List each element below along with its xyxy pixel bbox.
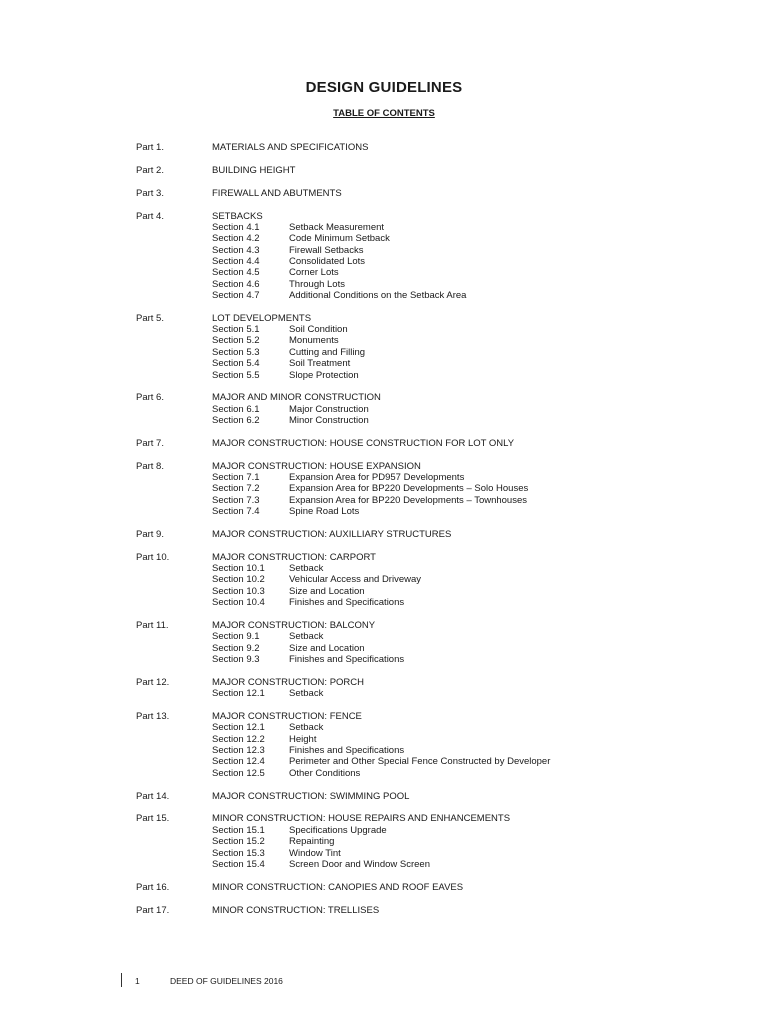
section-title: Expansion Area for PD957 Developments — [289, 472, 465, 484]
section-title: Code Minimum Setback — [289, 233, 390, 245]
toc-section-row — [136, 734, 696, 745]
section-number: Section 10.4 — [212, 597, 265, 609]
section-number: Section 4.4 — [212, 255, 260, 267]
toc-section-row — [136, 279, 696, 290]
section-title: Finishes and Specifications — [289, 654, 405, 666]
toc-section-row — [136, 654, 696, 665]
toc-section-row — [136, 756, 696, 767]
section-title: Soil Treatment — [289, 358, 351, 370]
section-title: Vehicular Access and Driveway — [289, 574, 422, 586]
toc-part — [136, 882, 696, 893]
toc-part-heading — [136, 188, 696, 199]
section-title: Consolidated Lots — [289, 255, 366, 267]
section-number: Section 4.3 — [212, 244, 260, 256]
toc-part-heading — [136, 438, 696, 449]
toc-section-row — [136, 290, 696, 301]
section-title: Cutting and Filling — [289, 346, 366, 358]
toc-part — [136, 438, 696, 449]
part-label: Part 13. — [136, 711, 170, 723]
part-title: MAJOR CONSTRUCTION: HOUSE CONSTRUCTION FOR LOT ONLY — [212, 437, 515, 449]
part-title: MINOR CONSTRUCTION: HOUSE REPAIRS AND ENHANCEMENTS — [212, 813, 511, 825]
section-number: Section 9.1 — [212, 631, 260, 643]
section-number: Section 7.1 — [212, 472, 260, 484]
toc-section-row — [136, 483, 696, 494]
part-title: SETBACKS — [212, 210, 263, 222]
toc-section-row — [136, 631, 696, 642]
footer-page-number: 1 — [135, 976, 140, 986]
toc-part — [136, 188, 696, 199]
part-title: MINOR CONSTRUCTION: CANOPIES AND ROOF EAVES — [212, 881, 464, 893]
section-number: Section 4.7 — [212, 289, 260, 301]
section-title: Additional Conditions on the Setback Area — [289, 289, 467, 301]
section-number: Section 12.5 — [212, 767, 265, 779]
part-label: Part 4. — [136, 210, 164, 222]
section-number: Section 7.4 — [212, 506, 260, 518]
toc-part-heading — [136, 552, 696, 563]
section-number: Section 4.1 — [212, 221, 260, 233]
toc-section-row — [136, 643, 696, 654]
toc-section-row — [136, 836, 696, 847]
toc-part — [136, 791, 696, 802]
section-number: Section 5.4 — [212, 358, 260, 370]
part-title: MAJOR CONSTRUCTION: AUXILLIARY STRUCTURES — [212, 528, 452, 540]
section-title: Window Tint — [289, 847, 341, 859]
section-title: Setback — [289, 563, 324, 575]
toc-part — [136, 313, 696, 381]
toc-section-row — [136, 745, 696, 756]
footer-text: DEED OF GUIDELINES 2016 — [170, 976, 283, 986]
toc-section-row — [136, 347, 696, 358]
toc-part-heading — [136, 882, 696, 893]
section-number: Section 15.3 — [212, 847, 265, 859]
toc-part-heading — [136, 711, 696, 722]
section-title: Setback Measurement — [289, 221, 385, 233]
part-label: Part 1. — [136, 142, 164, 153]
section-title: Soil Condition — [289, 324, 348, 336]
section-title: Major Construction — [289, 403, 369, 415]
section-title: Setback — [289, 631, 324, 643]
part-label: Part 8. — [136, 460, 164, 472]
toc-part — [136, 813, 696, 870]
toc-section-row — [136, 825, 696, 836]
section-number: Section 10.3 — [212, 585, 265, 597]
section-number: Section 4.5 — [212, 267, 260, 279]
part-label: Part 15. — [136, 813, 170, 825]
toc-part-heading — [136, 813, 696, 824]
toc-section-row — [136, 586, 696, 597]
section-title: Other Conditions — [289, 767, 361, 779]
toc-part-heading — [136, 905, 696, 916]
section-number: Section 10.2 — [212, 574, 265, 586]
toc-part — [136, 392, 696, 426]
part-title: LOT DEVELOPMENTS — [212, 312, 312, 324]
toc-section-row — [136, 245, 696, 256]
toc-section-row — [136, 404, 696, 415]
part-title: MATERIALS AND SPECIFICATIONS — [212, 142, 369, 153]
part-label: Part 6. — [136, 392, 164, 404]
section-number: Section 6.1 — [212, 403, 260, 415]
part-label: Part 10. — [136, 551, 170, 563]
part-title: MAJOR CONSTRUCTION: BALCONY — [212, 620, 376, 631]
section-number: Section 10.1 — [212, 563, 265, 575]
section-title: Setback — [289, 722, 324, 734]
part-label: Part 11. — [136, 620, 169, 631]
section-title: Finishes and Specifications — [289, 745, 405, 757]
section-number: Section 6.2 — [212, 415, 260, 427]
toc-section-row — [136, 358, 696, 369]
toc-part-heading — [136, 313, 696, 324]
toc-part-heading — [136, 677, 696, 688]
section-number: Section 15.1 — [212, 824, 265, 836]
toc-part-heading — [136, 529, 696, 540]
toc-part — [136, 552, 696, 609]
section-number: Section 15.2 — [212, 836, 265, 848]
section-title: Monuments — [289, 335, 339, 347]
section-title: Size and Location — [289, 585, 365, 597]
part-title: MAJOR CONSTRUCTION: FENCE — [212, 711, 362, 723]
section-number: Section 5.2 — [212, 335, 260, 347]
section-title: Setback — [289, 688, 324, 700]
toc-section-row — [136, 506, 696, 517]
section-title: Specifications Upgrade — [289, 824, 387, 836]
section-title: Through Lots — [289, 278, 345, 290]
toc-part-heading — [136, 142, 696, 153]
section-number: Section 12.3 — [212, 745, 265, 757]
toc-part-heading — [136, 620, 696, 631]
toc-section-row — [136, 574, 696, 585]
toc-section-row — [136, 472, 696, 483]
part-label: Part 17. — [136, 904, 170, 916]
toc-part — [136, 711, 696, 779]
toc-section-row — [136, 848, 696, 859]
section-number: Section 7.2 — [212, 483, 260, 495]
toc-part-heading — [136, 211, 696, 222]
toc-part-heading — [136, 165, 696, 176]
section-title: Expansion Area for BP220 Developments – Townhouses — [289, 494, 528, 506]
part-title: BUILDING HEIGHT — [212, 164, 296, 176]
part-title: MAJOR CONSTRUCTION: HOUSE EXPANSION — [212, 460, 421, 472]
section-number: Section 15.4 — [212, 858, 265, 870]
toc-part — [136, 211, 696, 302]
toc-part — [136, 461, 696, 518]
section-number: Section 9.3 — [212, 654, 260, 666]
part-title: MINOR CONSTRUCTION: TRELLISES — [212, 904, 380, 916]
part-title: MAJOR CONSTRUCTION: PORCH — [212, 676, 364, 688]
document-title: DESIGN GUIDELINES — [305, 79, 463, 96]
toc-part — [136, 905, 696, 916]
section-number: Section 12.4 — [212, 756, 265, 768]
section-number: Section 5.5 — [212, 369, 260, 381]
section-title: Height — [289, 733, 317, 745]
section-title: Perimeter and Other Special Fence Constructed by Developer — [289, 756, 551, 768]
table-of-contents — [136, 142, 696, 927]
section-title: Expansion Area for BP220 Developments – Solo Houses — [289, 483, 529, 495]
section-title: Spine Road Lots — [289, 506, 360, 518]
part-label: Part 7. — [136, 437, 164, 449]
toc-part-heading — [136, 392, 696, 403]
section-number: Section 12.1 — [212, 722, 265, 734]
toc-section-row — [136, 768, 696, 779]
part-label: Part 14. — [136, 790, 170, 802]
toc-section-row — [136, 722, 696, 733]
section-title: Firewall Setbacks — [289, 244, 364, 256]
toc-section-row — [136, 370, 696, 381]
toc-heading: TABLE OF CONTENTS — [333, 108, 435, 119]
section-number: Section 7.3 — [212, 494, 260, 506]
toc-section-row — [136, 222, 696, 233]
toc-section-row — [136, 324, 696, 335]
section-title: Minor Construction — [289, 415, 369, 427]
section-title: Finishes and Specifications — [289, 597, 405, 609]
toc-section-row — [136, 859, 696, 870]
toc-section-row — [136, 415, 696, 426]
toc-part — [136, 529, 696, 540]
part-label: Part 9. — [136, 528, 164, 540]
part-title: MAJOR CONSTRUCTION: SWIMMING POOL — [212, 790, 410, 802]
footer-divider — [121, 973, 122, 987]
toc-part — [136, 165, 696, 176]
section-number: Section 12.1 — [212, 688, 265, 700]
part-label: Part 12. — [136, 676, 170, 688]
part-label: Part 5. — [136, 312, 164, 324]
section-title: Slope Protection — [289, 369, 359, 381]
part-label: Part 2. — [136, 164, 164, 176]
toc-part-heading — [136, 461, 696, 472]
section-number: Section 4.2 — [212, 233, 260, 245]
part-label: Part 16. — [136, 881, 170, 893]
section-number: Section 5.3 — [212, 346, 260, 358]
toc-part — [136, 142, 696, 153]
toc-section-row — [136, 495, 696, 506]
toc-section-row — [136, 597, 696, 608]
section-title: Screen Door and Window Screen — [289, 858, 430, 870]
section-number: Section 4.6 — [212, 278, 260, 290]
section-number: Section 9.2 — [212, 642, 260, 654]
toc-section-row — [136, 256, 696, 267]
part-label: Part 3. — [136, 187, 164, 199]
toc-part — [136, 677, 696, 700]
toc-section-row — [136, 335, 696, 346]
toc-section-row — [136, 563, 696, 574]
section-number: Section 12.2 — [212, 733, 265, 745]
section-title: Size and Location — [289, 642, 365, 654]
toc-section-row — [136, 233, 696, 244]
toc-section-row — [136, 688, 696, 699]
toc-section-row — [136, 267, 696, 278]
toc-part-heading — [136, 791, 696, 802]
section-title: Repainting — [289, 836, 335, 848]
part-title: MAJOR AND MINOR CONSTRUCTION — [212, 392, 381, 404]
part-title: MAJOR CONSTRUCTION: CARPORT — [212, 551, 376, 563]
section-number: Section 5.1 — [212, 324, 260, 336]
part-title: FIREWALL AND ABUTMENTS — [212, 187, 342, 199]
section-title: Corner Lots — [289, 267, 339, 279]
toc-part — [136, 620, 696, 665]
